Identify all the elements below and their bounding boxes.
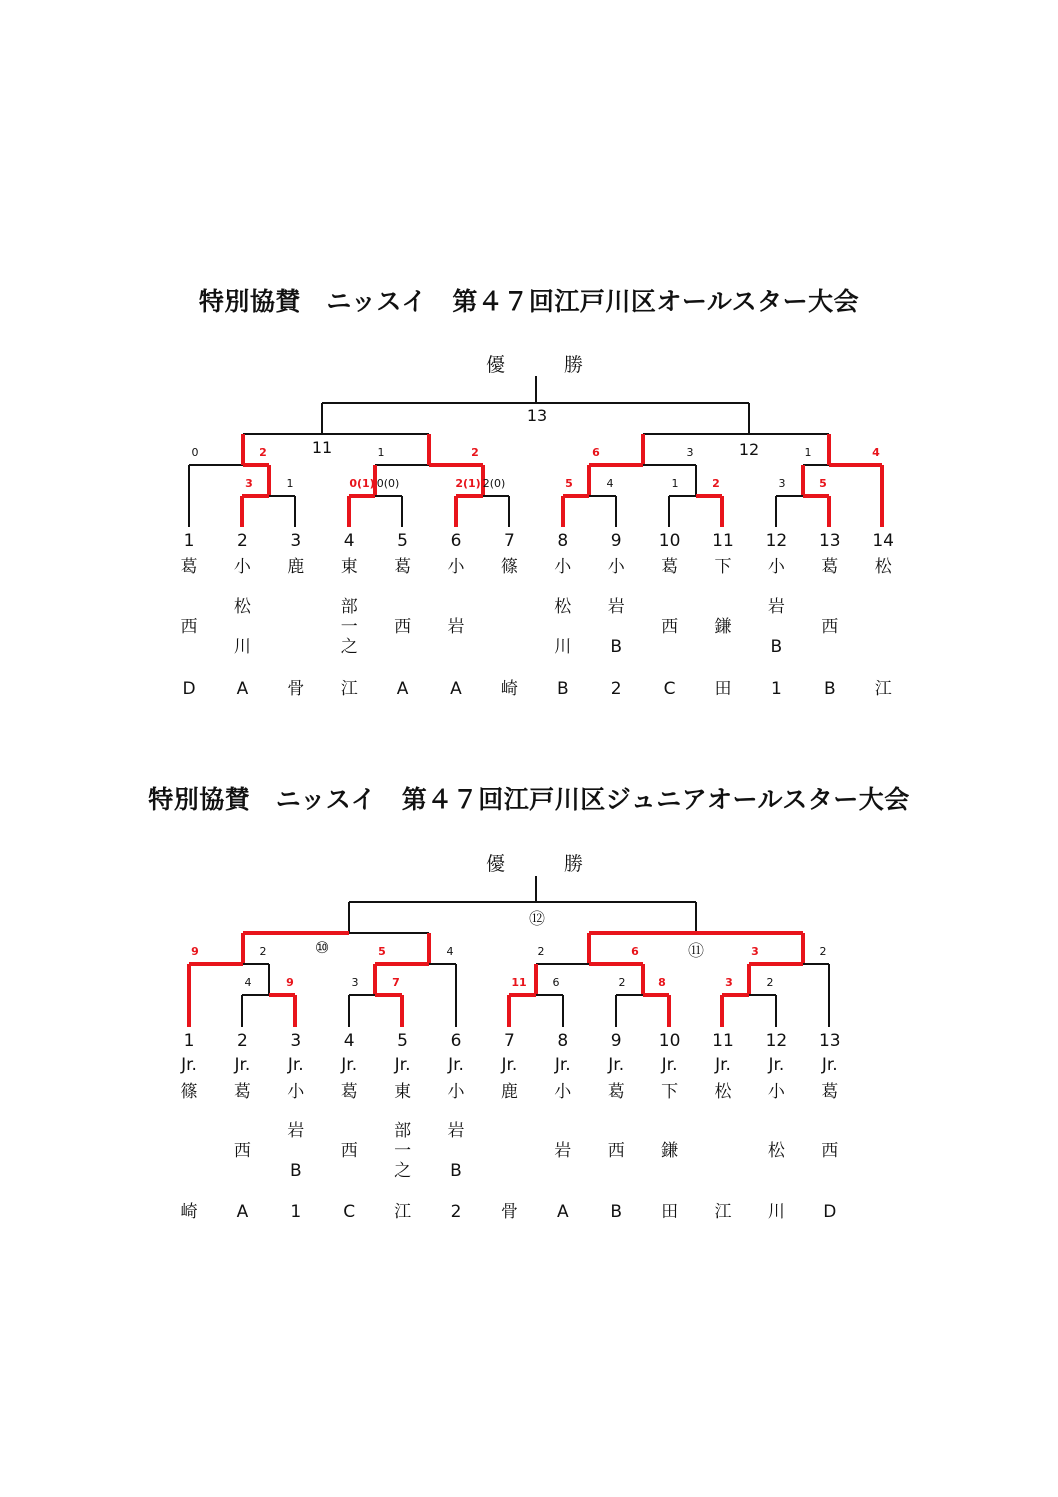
team-number: 14 bbox=[872, 531, 894, 551]
score-label: 1 bbox=[671, 477, 679, 490]
team-number: 5 bbox=[397, 531, 408, 551]
score-label: 3 bbox=[725, 976, 733, 989]
team-number: 1 bbox=[183, 1031, 195, 1051]
team-number: 4 bbox=[343, 1031, 355, 1051]
team-name-char: 江 bbox=[714, 1202, 732, 1222]
score-label: 1 bbox=[804, 446, 812, 459]
score-label: 3 bbox=[686, 446, 694, 459]
team-name-char: 下 bbox=[661, 1082, 679, 1102]
team-name-char: 鹿 bbox=[287, 557, 305, 577]
team-name-char: Jr. bbox=[181, 1055, 197, 1075]
team-name-char: 岩 bbox=[607, 597, 625, 617]
team-name-char: 松 bbox=[233, 597, 251, 617]
team-name-char: 西 bbox=[661, 617, 679, 637]
team-name-char: B bbox=[450, 1161, 462, 1181]
team-number: 12 bbox=[765, 1031, 788, 1051]
team-name-char: 西 bbox=[233, 1141, 251, 1161]
team-name-char: B bbox=[770, 637, 783, 657]
team-name-char: 西 bbox=[607, 1141, 625, 1161]
team-number: 7 bbox=[503, 1031, 515, 1051]
team-name-char: 西 bbox=[340, 1141, 358, 1161]
team-name-char: 之 bbox=[394, 1161, 412, 1181]
score-label: 3 bbox=[751, 945, 759, 958]
team-name-char: 葛 bbox=[607, 1082, 625, 1102]
score-label: 2(1) bbox=[455, 477, 481, 490]
team-name-char: 田 bbox=[661, 1202, 679, 1222]
score-label: 7 bbox=[392, 976, 400, 989]
team-name-char: A bbox=[236, 1202, 249, 1222]
team-name-char: D bbox=[823, 1202, 837, 1222]
team-number: 11 bbox=[712, 531, 734, 551]
score-label: 0(0) bbox=[376, 477, 400, 490]
team-name-char: Jr. bbox=[821, 1055, 838, 1075]
score-label: 3 bbox=[778, 477, 786, 490]
team-name-char: B bbox=[610, 1202, 623, 1222]
team-name-char: 川 bbox=[233, 637, 251, 657]
team-name-char: C bbox=[343, 1202, 356, 1222]
team-name-char: 西 bbox=[180, 617, 198, 637]
team-number: 1 bbox=[183, 531, 195, 551]
team-number: 2 bbox=[236, 531, 248, 551]
junior-semi-left-game-number: ⑩ bbox=[314, 938, 330, 957]
team-name-char: 田 bbox=[714, 679, 732, 699]
team-name-char: 篠 bbox=[180, 1082, 198, 1102]
team-name-char: 1 bbox=[290, 1202, 302, 1222]
team-name-char: 西 bbox=[821, 617, 839, 637]
team-name-char: 小 bbox=[607, 557, 625, 577]
score-label: 6 bbox=[631, 945, 639, 958]
team-name-char: 松 bbox=[874, 557, 892, 577]
senior-title: 特別協賛 ニッスイ 第４７回江戸川区オールスター大会 bbox=[198, 287, 860, 316]
team-name-char: 骨 bbox=[500, 1202, 518, 1222]
team-name-char: A bbox=[396, 679, 409, 699]
team-number: 11 bbox=[712, 1031, 734, 1051]
team-number: 3 bbox=[290, 531, 302, 551]
junior-champion-label-a: 優 bbox=[486, 853, 506, 875]
team-name-char: 1 bbox=[770, 679, 782, 699]
team-name-char: 小 bbox=[767, 1082, 785, 1102]
team-name-char: 葛 bbox=[233, 1082, 251, 1102]
score-label: 0(1) bbox=[349, 477, 375, 490]
team-name-char: 一 bbox=[394, 1141, 412, 1161]
score-label: 5 bbox=[565, 477, 573, 490]
team-name-char: B bbox=[823, 679, 836, 699]
score-label: 2 bbox=[259, 945, 267, 958]
senior-final-game-number: 13 bbox=[526, 406, 548, 425]
team-number: 13 bbox=[818, 1031, 841, 1051]
score-label: 1 bbox=[286, 477, 294, 490]
team-name-char: 東 bbox=[340, 557, 358, 577]
team-name-char: 東 bbox=[394, 1082, 412, 1102]
team-name-char: C bbox=[663, 679, 676, 699]
team-name-char: Jr. bbox=[608, 1055, 625, 1075]
team-number: 9 bbox=[610, 1031, 622, 1051]
team-name-char: 岩 bbox=[447, 617, 465, 637]
team-name-char: Jr. bbox=[287, 1055, 304, 1075]
team-number: 2 bbox=[236, 1031, 248, 1051]
score-label: 11 bbox=[511, 976, 527, 989]
team-name-char: A bbox=[236, 679, 249, 699]
team-name-char: 部 bbox=[340, 597, 358, 617]
team-name-char: 鎌 bbox=[714, 617, 732, 637]
team-name-char: 之 bbox=[340, 637, 358, 657]
team-name-char: 小 bbox=[233, 557, 251, 577]
team-name-char: B bbox=[610, 637, 623, 657]
team-name-char: 松 bbox=[554, 597, 572, 617]
score-label: 5 bbox=[378, 945, 386, 958]
team-name-char: 篠 bbox=[500, 557, 518, 577]
score-label: 2 bbox=[259, 446, 267, 459]
junior-title: 特別協賛 ニッスイ 第４７回江戸川区ジュニアオールスター大会 bbox=[148, 785, 910, 814]
team-number: 6 bbox=[450, 531, 462, 551]
team-name-char: 2 bbox=[450, 1202, 462, 1222]
team-number: 13 bbox=[818, 531, 841, 551]
team-number: 3 bbox=[290, 1031, 302, 1051]
team-name-char: 小 bbox=[447, 1082, 465, 1102]
team-name-char: B bbox=[289, 1161, 302, 1181]
team-name-char: 葛 bbox=[180, 557, 198, 577]
team-name-char: 鎌 bbox=[661, 1141, 679, 1161]
team-name-char: A bbox=[450, 679, 462, 699]
team-name-char: 下 bbox=[714, 557, 732, 577]
score-label: 4 bbox=[446, 945, 454, 958]
junior-champion-label-b: 勝 bbox=[564, 853, 584, 875]
team-number: 8 bbox=[557, 1031, 569, 1051]
team-name-char: 小 bbox=[287, 1082, 305, 1102]
score-label: 2 bbox=[712, 477, 720, 490]
score-label: 5 bbox=[819, 477, 827, 490]
junior-final-game-number: ⑫ bbox=[528, 909, 545, 928]
team-name-char: Jr. bbox=[661, 1055, 678, 1075]
team-name-char: Jr. bbox=[394, 1055, 411, 1075]
score-label: 3 bbox=[245, 477, 253, 490]
team-name-char: 葛 bbox=[340, 1082, 358, 1102]
team-name-char: 鹿 bbox=[500, 1082, 518, 1102]
score-label: 3 bbox=[351, 976, 359, 989]
team-name-char: 岩 bbox=[447, 1121, 465, 1141]
team-name-char: 崎 bbox=[180, 1202, 198, 1222]
team-number: 5 bbox=[397, 1031, 408, 1051]
score-label: 4 bbox=[244, 976, 252, 989]
score-label: 2(0) bbox=[482, 477, 506, 490]
senior-semi-right-game-number: 12 bbox=[738, 440, 760, 459]
team-name-char: 小 bbox=[767, 557, 785, 577]
team-number: 4 bbox=[343, 531, 355, 551]
senior-champion-label-a: 優 bbox=[486, 354, 506, 376]
team-number: 10 bbox=[658, 531, 681, 551]
team-name-char: Jr. bbox=[448, 1055, 464, 1075]
team-name-char: 葛 bbox=[661, 557, 679, 577]
team-number: 8 bbox=[557, 531, 569, 551]
score-label: 9 bbox=[286, 976, 294, 989]
team-name-char: 部 bbox=[394, 1121, 412, 1141]
score-label: 4 bbox=[872, 446, 880, 459]
team-number: 6 bbox=[450, 1031, 462, 1051]
team-name-char: Jr. bbox=[554, 1055, 571, 1075]
team-name-char: 2 bbox=[610, 679, 622, 699]
team-name-char: 川 bbox=[554, 637, 572, 657]
score-label: 1 bbox=[377, 446, 385, 459]
junior-semi-right-game-number: ⑪ bbox=[687, 941, 704, 960]
score-label: 8 bbox=[658, 976, 666, 989]
team-name-char: 西 bbox=[821, 1141, 839, 1161]
score-label: 6 bbox=[592, 446, 600, 459]
team-name-char: B bbox=[556, 679, 569, 699]
score-label: 2 bbox=[819, 945, 827, 958]
team-number: 7 bbox=[503, 531, 515, 551]
team-name-char: 小 bbox=[554, 1082, 572, 1102]
score-label: 4 bbox=[606, 477, 614, 490]
team-name-char: 岩 bbox=[767, 597, 785, 617]
team-name-char: 岩 bbox=[287, 1121, 305, 1141]
team-name-char: Jr. bbox=[234, 1055, 251, 1075]
team-name-char: 骨 bbox=[287, 679, 305, 699]
team-number: 10 bbox=[658, 1031, 681, 1051]
senior-semi-left-game-number: 11 bbox=[311, 438, 333, 457]
team-name-char: Jr. bbox=[501, 1055, 518, 1075]
team-name-char: 一 bbox=[340, 617, 358, 637]
team-name-char: 松 bbox=[714, 1082, 732, 1102]
team-name-char: 西 bbox=[394, 617, 412, 637]
score-label: 6 bbox=[552, 976, 560, 989]
team-name-char: Jr. bbox=[768, 1055, 785, 1075]
team-name-char: 岩 bbox=[554, 1141, 572, 1161]
team-number: 9 bbox=[610, 531, 622, 551]
team-name-char: 小 bbox=[554, 557, 572, 577]
team-name-char: 葛 bbox=[394, 557, 412, 577]
score-label: 2 bbox=[618, 976, 626, 989]
team-name-char: 葛 bbox=[821, 557, 839, 577]
team-name-char: 松 bbox=[767, 1141, 785, 1161]
team-name-char: D bbox=[182, 679, 196, 699]
team-name-char: 葛 bbox=[821, 1082, 839, 1102]
team-name-char: Jr. bbox=[715, 1055, 731, 1075]
score-label: 9 bbox=[191, 945, 199, 958]
team-number: 12 bbox=[765, 531, 788, 551]
team-name-char: 江 bbox=[340, 679, 358, 699]
score-label: 2 bbox=[766, 976, 774, 989]
score-label: 2 bbox=[471, 446, 479, 459]
team-name-char: 江 bbox=[394, 1202, 412, 1222]
senior-champion-label-b: 勝 bbox=[564, 354, 584, 376]
score-label: 2 bbox=[537, 945, 545, 958]
score-label: 0 bbox=[191, 446, 199, 459]
team-name-char: A bbox=[556, 1202, 569, 1222]
team-name-char: 崎 bbox=[500, 679, 518, 699]
team-name-char: 川 bbox=[767, 1202, 785, 1222]
team-name-char: Jr. bbox=[341, 1055, 358, 1075]
team-name-char: 小 bbox=[447, 557, 465, 577]
team-name-char: 江 bbox=[874, 679, 892, 699]
